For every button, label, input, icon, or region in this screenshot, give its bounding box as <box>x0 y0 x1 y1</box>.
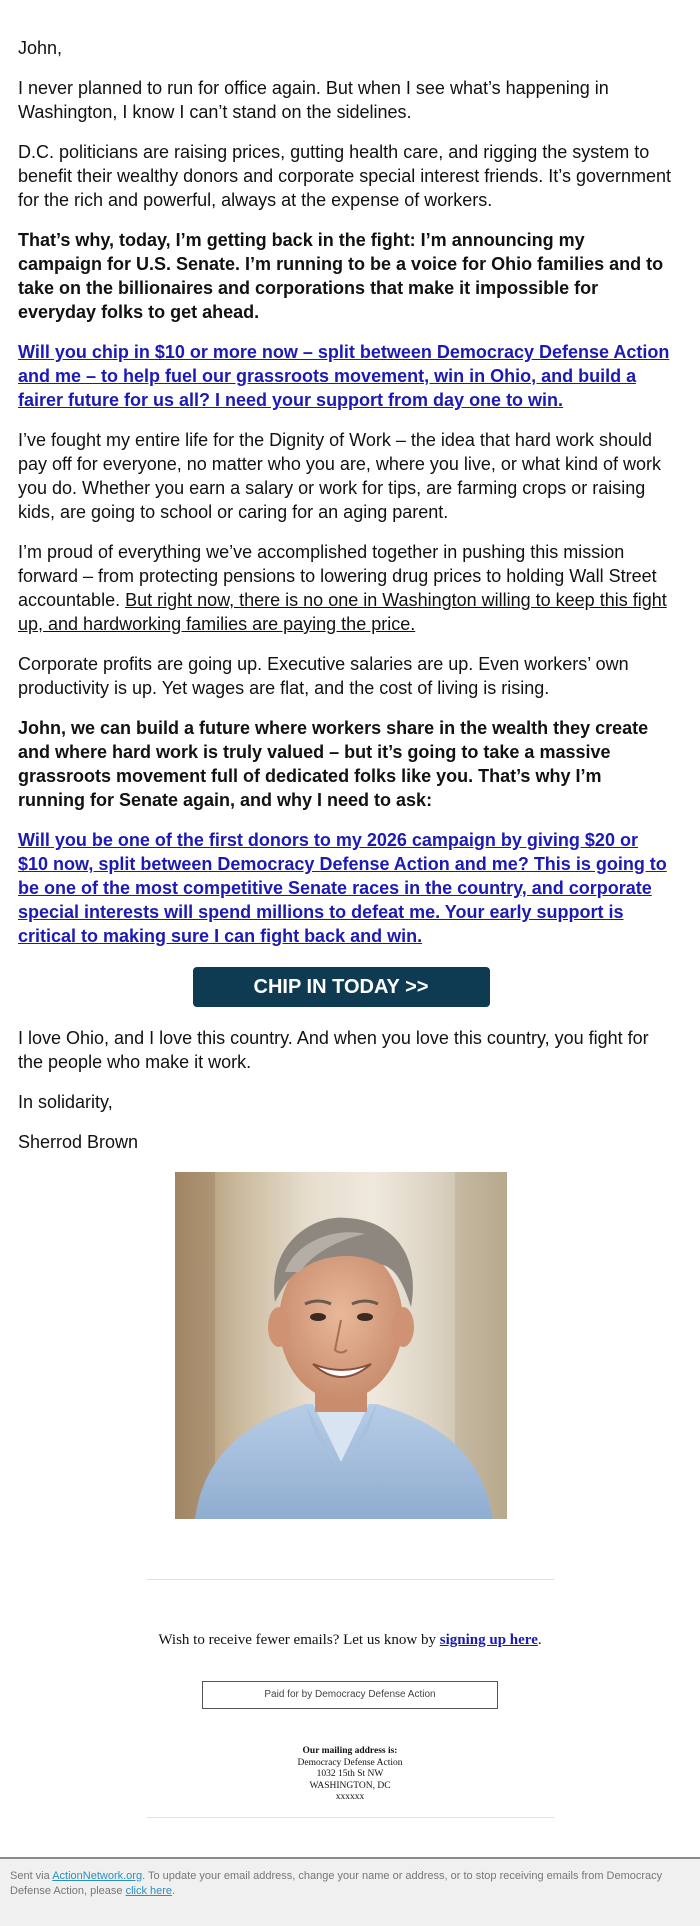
portrait-illustration <box>175 1172 507 1519</box>
accomplishments-text: I’m proud of everything we’ve accomplished together in pushing this mission forward – from protecting pensions to lowering drug prices to holding Wall Street accountable. <box>18 542 657 610</box>
paragraph-politicians: D.C. politicians are raising prices, gutting health care, and rigging the system to benefit their wealthy donors and corporate special interest friends. It’s government for the rich and powerful, always at the expense of workers. <box>18 142 672 210</box>
address-line-3: WASHINGTON, DC <box>309 1780 391 1791</box>
paragraph-dignity-of-work: I’ve fought my entire life for the Dignity of Work – the idea that hard work should pay off for everyone, no matter who you are, where you live, or what kind of work you do. Whether you earn a salary or work for tips, are farming crops or raising kids, are going to school or caring for an aging parent. <box>18 430 661 522</box>
donate-ask-link-1[interactable]: Will you chip in $10 or more now – split between Democracy Defense Action and me – to help fuel our grassroots movement, win in Ohio, and build a fairer future for us all? I need your support from day one to win. <box>18 342 670 410</box>
paragraph-announcement: That’s why, today, I’m getting back in the fight: I’m announcing my campaign for U.S. Senate. I’m running to be a voice for Ohio families and to take on the billionaires and corporations that make it impossible for everyday folks to get ahead. <box>18 230 664 322</box>
mailing-address <box>0 1709 700 1817</box>
click-here-link[interactable]: click here <box>125 1885 173 1897</box>
fewer-emails-text: Wish to receive fewer emails? Let us know by <box>158 1632 440 1648</box>
address-line-1: Democracy Defense Action <box>297 1757 403 1768</box>
paid-for-by-box: Paid for by Democracy Defense Action <box>202 1681 498 1709</box>
mailing-address-label: Our mailing address is: <box>302 1746 398 1756</box>
email-footer <box>0 1524 700 1818</box>
sent-via-bar <box>0 1857 700 1926</box>
fewer-emails-notice <box>0 1580 700 1649</box>
signature: Sherrod Brown <box>18 1132 139 1152</box>
footer-divider-bottom <box>146 1817 554 1818</box>
accomplishments-underlined-text: But right now, there is no one in Washington willing to keep this fight up, and hardworking families are paying the price. <box>18 590 667 634</box>
cta-button-wrapper <box>0 948 682 1026</box>
closing: In solidarity, <box>18 1092 113 1112</box>
paragraph-intro: I never planned to run for office again. But when I see what’s happening in Washington, I know I can’t stand on the sidelines. <box>18 78 609 122</box>
candidate-photo <box>175 1172 507 1519</box>
signing-up-link[interactable]: signing up here <box>439 1632 538 1648</box>
address-line-4: xxxxxx <box>335 1792 365 1802</box>
paragraph-build-future: John, we can build a future where workers share in the wealth they create and where hard work is truly valued – but it’s going to take a massive grassroots movement full of dedicated folks like you. That’s why I’m running for Senate again, and why I need to ask: <box>18 718 649 810</box>
greeting: John, <box>18 38 63 58</box>
sent-via-middle: . To update your email address, change your name or address, or to stop receiving emails from Democracy Defense Action, please <box>10 1870 663 1897</box>
sent-via-end: . <box>172 1885 176 1897</box>
sent-via-prefix: Sent via <box>10 1870 53 1882</box>
chip-in-button[interactable]: CHIP IN TODAY >> <box>193 967 490 1007</box>
actionnetwork-link[interactable]: ActionNetwork.org <box>52 1870 143 1882</box>
paragraph-profits: Corporate profits are going up. Executive salaries are up. Even workers’ own productivity is up. Yet wages are flat, and the cost of living is rising. <box>18 654 629 698</box>
address-line-2: 1032 15th St NW <box>316 1769 384 1779</box>
paragraph-accomplishments <box>18 540 682 636</box>
donate-ask-link-2[interactable]: Will you be one of the first donors to my 2026 campaign by giving $20 or $10 now, split between Democracy Defense Action and me? This is going to be one of the most competitive Senate races in the country, and corporate special interests will spend millions to defeat me. Your early support is critical to making sure I can fight back and win. <box>18 830 667 946</box>
paragraph-love-ohio: I love Ohio, and I love this country. And when you love this country, you fight for the people who make it work. <box>18 1028 649 1072</box>
photo-wrapper <box>0 1154 682 1524</box>
fewer-emails-end: . <box>537 1632 542 1648</box>
